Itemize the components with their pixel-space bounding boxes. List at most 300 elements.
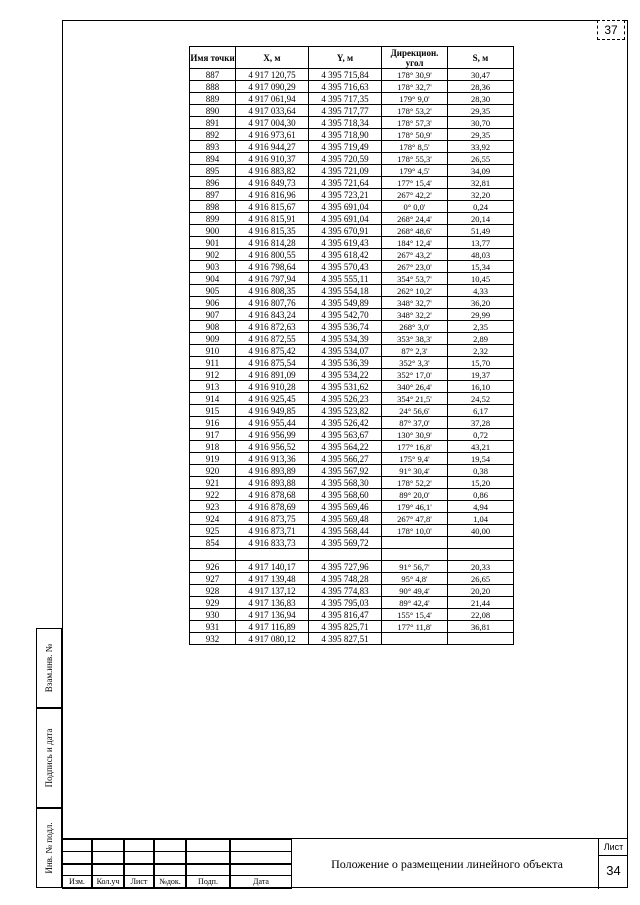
cell-distance: 19,54 xyxy=(448,453,514,465)
table-row xyxy=(190,537,514,549)
cell-distance: 24,52 xyxy=(448,393,514,405)
cell-x: 4 917 137,12 xyxy=(236,585,309,597)
cell-distance xyxy=(448,633,514,645)
cell-angle: 24° 56,6' xyxy=(382,405,448,417)
cell-y: 4 395 727,96 xyxy=(309,561,382,573)
cell-x: 4 916 878,68 xyxy=(236,489,309,501)
cell-distance: 2,32 xyxy=(448,345,514,357)
cell-y: 4 395 523,82 xyxy=(309,405,382,417)
cell-angle: 352° 3,3' xyxy=(382,357,448,369)
cell-y: 4 395 549,89 xyxy=(309,297,382,309)
cell-y: 4 395 536,39 xyxy=(309,357,382,369)
cell-point: 927 xyxy=(190,573,236,585)
cell-point: 919 xyxy=(190,453,236,465)
cell-x: 4 917 140,17 xyxy=(236,561,309,573)
cell-point: 908 xyxy=(190,321,236,333)
cell-point: 930 xyxy=(190,609,236,621)
cell-y: 4 395 723,21 xyxy=(309,189,382,201)
table-row xyxy=(190,189,514,201)
cell-y: 4 395 720,59 xyxy=(309,153,382,165)
cell-point: 887 xyxy=(190,69,236,81)
cell-y: 4 395 619,43 xyxy=(309,237,382,249)
cell-distance: 15,20 xyxy=(448,477,514,489)
cell-x: 4 916 956,99 xyxy=(236,429,309,441)
table-row xyxy=(190,465,514,477)
cell-angle: 178° 53,2' xyxy=(382,105,448,117)
cell-angle: 348° 32,2' xyxy=(382,309,448,321)
cell-angle: 184° 12,4' xyxy=(382,237,448,249)
cell-x: 4 916 833,73 xyxy=(236,537,309,549)
cell-distance: 19,37 xyxy=(448,369,514,381)
header-distance: S, м xyxy=(448,47,514,69)
tb-col-list: Лист xyxy=(130,877,148,886)
table-row xyxy=(190,225,514,237)
cell-angle: 130° 30,9' xyxy=(382,429,448,441)
table-row xyxy=(190,153,514,165)
cell-distance: 2,89 xyxy=(448,333,514,345)
tb-col-data: Дата xyxy=(253,877,269,886)
cell-point: 905 xyxy=(190,285,236,297)
cell-x: 4 916 944,27 xyxy=(236,141,309,153)
cell-y: 4 395 555,11 xyxy=(309,273,382,285)
cell-angle: 268° 48,6' xyxy=(382,225,448,237)
side-label-replace-inv: Взам.инв. № xyxy=(44,643,54,693)
cell-angle: 179° 46,1' xyxy=(382,501,448,513)
cell-x: 4 916 913,36 xyxy=(236,453,309,465)
cell-angle: 178° 8,5' xyxy=(382,141,448,153)
side-label-inv-no: Инв. № подл. xyxy=(44,822,54,874)
table-row xyxy=(190,321,514,333)
cell-y: 4 395 715,84 xyxy=(309,69,382,81)
cell-x: 4 917 136,83 xyxy=(236,597,309,609)
cell-angle: 175° 9,4' xyxy=(382,453,448,465)
cell-point: 895 xyxy=(190,165,236,177)
table-row xyxy=(190,621,514,633)
cell-distance: 10,45 xyxy=(448,273,514,285)
cell-point: 932 xyxy=(190,633,236,645)
table-row xyxy=(190,273,514,285)
cell-x: 4 916 849,73 xyxy=(236,177,309,189)
cell-point: 901 xyxy=(190,237,236,249)
cell-distance: 4,33 xyxy=(448,285,514,297)
cell-distance: 48,03 xyxy=(448,249,514,261)
cell-point: 910 xyxy=(190,345,236,357)
cell-x: 4 916 875,42 xyxy=(236,345,309,357)
cell-x: 4 916 843,24 xyxy=(236,309,309,321)
cell-distance: 26,65 xyxy=(448,573,514,585)
cell-distance: 28,36 xyxy=(448,81,514,93)
cell-y: 4 395 670,91 xyxy=(309,225,382,237)
cell-y: 4 395 816,47 xyxy=(309,609,382,621)
cell-x: 4 916 798,64 xyxy=(236,261,309,273)
header-direction-angle: Дирекцион. угол xyxy=(382,47,448,69)
table-row xyxy=(190,609,514,621)
cell-point: 899 xyxy=(190,213,236,225)
cell-angle xyxy=(382,537,448,549)
cell-distance xyxy=(448,537,514,549)
table-row xyxy=(190,309,514,321)
table-row xyxy=(190,357,514,369)
cell-point: 897 xyxy=(190,189,236,201)
cell-point: 906 xyxy=(190,297,236,309)
cell-distance: 28,30 xyxy=(448,93,514,105)
cell-y: 4 395 717,77 xyxy=(309,105,382,117)
cell-angle: 267° 47,8' xyxy=(382,513,448,525)
table-row xyxy=(190,369,514,381)
cell-x: 4 917 004,30 xyxy=(236,117,309,129)
table-row xyxy=(190,201,514,213)
cell-point: 924 xyxy=(190,513,236,525)
table-row xyxy=(190,513,514,525)
cell-distance: 0,72 xyxy=(448,429,514,441)
cell-y: 4 395 717,35 xyxy=(309,93,382,105)
cell-point: 909 xyxy=(190,333,236,345)
cell-distance: 6,17 xyxy=(448,405,514,417)
cell-distance: 34,09 xyxy=(448,165,514,177)
table-row xyxy=(190,453,514,465)
side-stamp xyxy=(36,628,62,888)
cell-point: 928 xyxy=(190,585,236,597)
cell-point: 914 xyxy=(190,393,236,405)
cell-x: 4 916 973,61 xyxy=(236,129,309,141)
cell-angle: 178° 55,3' xyxy=(382,153,448,165)
cell-angle: 340° 26,4' xyxy=(382,381,448,393)
tb-col-ndok: №док. xyxy=(159,877,181,886)
cell-point: 893 xyxy=(190,141,236,153)
cell-angle xyxy=(382,549,448,561)
cell-angle: 354° 53,7' xyxy=(382,273,448,285)
cell-y: 4 395 774,83 xyxy=(309,585,382,597)
cell-x: 4 917 033,64 xyxy=(236,105,309,117)
cell-y: 4 395 570,43 xyxy=(309,261,382,273)
cell-y: 4 395 563,67 xyxy=(309,429,382,441)
cell-point: 925 xyxy=(190,525,236,537)
cell-x: 4 916 873,75 xyxy=(236,513,309,525)
cell-point: 890 xyxy=(190,105,236,117)
cell-angle: 178° 32,7' xyxy=(382,81,448,93)
cell-angle: 178° 30,9' xyxy=(382,69,448,81)
cell-angle: 178° 52,2' xyxy=(382,477,448,489)
table-row xyxy=(190,333,514,345)
cell-angle: 262° 10,2' xyxy=(382,285,448,297)
document-title: Положение о размещении линейного объекта xyxy=(331,857,563,871)
cell-x: 4 917 136,94 xyxy=(236,609,309,621)
cell-distance: 4,94 xyxy=(448,501,514,513)
cell-y: 4 395 691,04 xyxy=(309,201,382,213)
cell-angle: 177° 15,4' xyxy=(382,177,448,189)
cell-x: 4 916 878,69 xyxy=(236,501,309,513)
cell-y: 4 395 534,22 xyxy=(309,369,382,381)
cell-angle: 352° 17,0' xyxy=(382,369,448,381)
cell-distance xyxy=(448,549,514,561)
cell-x: 4 916 815,67 xyxy=(236,201,309,213)
cell-y: 4 395 554,18 xyxy=(309,285,382,297)
cell-distance: 2,35 xyxy=(448,321,514,333)
cell-angle: 267° 43,2' xyxy=(382,249,448,261)
cell-x: 4 916 910,28 xyxy=(236,381,309,393)
cell-point: 921 xyxy=(190,477,236,489)
cell-angle: 354° 21,5' xyxy=(382,393,448,405)
side-cell-inv xyxy=(36,808,62,888)
cell-x xyxy=(236,549,309,561)
cell-point xyxy=(190,549,236,561)
cell-x: 4 916 891,09 xyxy=(236,369,309,381)
tb-col-podp: Подп. xyxy=(198,877,218,886)
cell-distance: 1,04 xyxy=(448,513,514,525)
cell-angle: 268° 24,4' xyxy=(382,213,448,225)
cell-point: 902 xyxy=(190,249,236,261)
cell-point: 854 xyxy=(190,537,236,549)
table-row xyxy=(190,561,514,573)
table-row xyxy=(190,585,514,597)
cell-y: 4 395 569,46 xyxy=(309,501,382,513)
table-row xyxy=(190,501,514,513)
cell-angle: 91° 30,4' xyxy=(382,465,448,477)
cell-angle: 87° 2,3' xyxy=(382,345,448,357)
cell-y: 4 395 569,48 xyxy=(309,513,382,525)
cell-angle: 0° 0,0' xyxy=(382,201,448,213)
table-row xyxy=(190,129,514,141)
cell-y: 4 395 534,39 xyxy=(309,333,382,345)
table-row xyxy=(190,441,514,453)
cell-point: 888 xyxy=(190,81,236,93)
cell-angle: 178° 10,0' xyxy=(382,525,448,537)
cell-distance: 20,14 xyxy=(448,213,514,225)
cell-point: 903 xyxy=(190,261,236,273)
cell-point: 926 xyxy=(190,561,236,573)
table-row xyxy=(190,213,514,225)
cell-y: 4 395 795,03 xyxy=(309,597,382,609)
cell-y: 4 395 536,74 xyxy=(309,321,382,333)
cell-point: 912 xyxy=(190,369,236,381)
cell-point: 929 xyxy=(190,597,236,609)
table-row xyxy=(190,633,514,645)
table-row xyxy=(190,345,514,357)
header-x: X, м xyxy=(236,47,309,69)
cell-x: 4 917 080,12 xyxy=(236,633,309,645)
cell-angle: 89° 42,4' xyxy=(382,597,448,609)
cell-distance: 37,28 xyxy=(448,417,514,429)
cell-x: 4 916 893,88 xyxy=(236,477,309,489)
cell-y: 4 395 618,42 xyxy=(309,249,382,261)
side-label-signature-date: Подпись и дата xyxy=(44,728,54,788)
cell-point: 891 xyxy=(190,117,236,129)
header-y: Y, м xyxy=(309,47,382,69)
cell-angle: 91° 56,7' xyxy=(382,561,448,573)
cell-x: 4 916 872,63 xyxy=(236,321,309,333)
cell-distance: 32,20 xyxy=(448,189,514,201)
table-row xyxy=(190,525,514,537)
cell-point: 931 xyxy=(190,621,236,633)
cell-distance: 13,77 xyxy=(448,237,514,249)
cell-distance: 20,20 xyxy=(448,585,514,597)
cell-y: 4 395 566,27 xyxy=(309,453,382,465)
cell-y: 4 395 716,63 xyxy=(309,81,382,93)
table-row xyxy=(190,117,514,129)
table-row xyxy=(190,69,514,81)
cell-x: 4 916 925,45 xyxy=(236,393,309,405)
cell-distance: 29,99 xyxy=(448,309,514,321)
cell-y: 4 395 568,44 xyxy=(309,525,382,537)
cell-distance: 22,08 xyxy=(448,609,514,621)
cell-distance: 36,20 xyxy=(448,297,514,309)
header-point-name: Имя точки xyxy=(190,47,236,69)
cell-point: 923 xyxy=(190,501,236,513)
table-header-row xyxy=(190,47,514,69)
cell-point: 907 xyxy=(190,309,236,321)
cell-x: 4 916 955,44 xyxy=(236,417,309,429)
tb-col-koluch: Кол.уч xyxy=(96,877,120,886)
cell-angle: 95° 4,8' xyxy=(382,573,448,585)
cell-distance: 33,92 xyxy=(448,141,514,153)
cell-x: 4 916 893,89 xyxy=(236,465,309,477)
table-row xyxy=(190,81,514,93)
cell-distance: 0,86 xyxy=(448,489,514,501)
table-row xyxy=(190,597,514,609)
sheet-label: Лист xyxy=(599,839,628,856)
cell-x: 4 916 816,96 xyxy=(236,189,309,201)
cell-point: 917 xyxy=(190,429,236,441)
cell-x: 4 916 956,52 xyxy=(236,441,309,453)
cell-x: 4 917 120,75 xyxy=(236,69,309,81)
cell-distance: 0,38 xyxy=(448,465,514,477)
cell-point: 916 xyxy=(190,417,236,429)
cell-point: 918 xyxy=(190,441,236,453)
cell-point: 900 xyxy=(190,225,236,237)
table-row xyxy=(190,381,514,393)
table-row xyxy=(190,261,514,273)
cell-y xyxy=(309,549,382,561)
cell-distance: 21,44 xyxy=(448,597,514,609)
cell-y: 4 395 526,23 xyxy=(309,393,382,405)
cell-point: 920 xyxy=(190,465,236,477)
tb-col-izm: Изм. xyxy=(69,877,85,886)
cell-x: 4 916 872,55 xyxy=(236,333,309,345)
cell-y: 4 395 825,71 xyxy=(309,621,382,633)
cell-y: 4 395 719,49 xyxy=(309,141,382,153)
table-row xyxy=(190,237,514,249)
cell-distance: 36,81 xyxy=(448,621,514,633)
cell-angle: 179° 4,5' xyxy=(382,165,448,177)
cell-distance: 51,49 xyxy=(448,225,514,237)
cell-x: 4 917 139,48 xyxy=(236,573,309,585)
cell-angle: 353° 38,3' xyxy=(382,333,448,345)
cell-y: 4 395 691,04 xyxy=(309,213,382,225)
cell-x: 4 916 883,82 xyxy=(236,165,309,177)
side-cell-replace xyxy=(36,628,62,708)
cell-y: 4 395 568,30 xyxy=(309,477,382,489)
cell-y: 4 395 542,70 xyxy=(309,309,382,321)
cell-y: 4 395 568,60 xyxy=(309,489,382,501)
cell-x: 4 916 873,71 xyxy=(236,525,309,537)
cell-distance: 26,55 xyxy=(448,153,514,165)
table-row xyxy=(190,477,514,489)
coordinates-table xyxy=(189,46,514,645)
table-row xyxy=(190,165,514,177)
cell-distance: 15,70 xyxy=(448,357,514,369)
cell-angle: 177° 16,8' xyxy=(382,441,448,453)
cell-y: 4 395 526,42 xyxy=(309,417,382,429)
cell-distance: 29,35 xyxy=(448,129,514,141)
table-row xyxy=(190,549,514,561)
cell-angle: 268° 3,0' xyxy=(382,321,448,333)
table-row xyxy=(190,573,514,585)
cell-y: 4 395 534,07 xyxy=(309,345,382,357)
table-row xyxy=(190,105,514,117)
cell-point: 892 xyxy=(190,129,236,141)
cell-y: 4 395 718,90 xyxy=(309,129,382,141)
cell-y: 4 395 567,92 xyxy=(309,465,382,477)
sheet-number: 34 xyxy=(606,863,621,878)
cell-angle: 179° 9,0' xyxy=(382,93,448,105)
cell-y: 4 395 748,28 xyxy=(309,573,382,585)
cell-y: 4 395 718,34 xyxy=(309,117,382,129)
table-row xyxy=(190,417,514,429)
table-row xyxy=(190,93,514,105)
cell-angle: 178° 50,9' xyxy=(382,129,448,141)
cell-distance: 43,21 xyxy=(448,441,514,453)
cell-point: 896 xyxy=(190,177,236,189)
cell-distance: 20,33 xyxy=(448,561,514,573)
cell-point: 913 xyxy=(190,381,236,393)
cell-point: 898 xyxy=(190,201,236,213)
cell-x: 4 916 815,91 xyxy=(236,213,309,225)
cell-x: 4 916 800,55 xyxy=(236,249,309,261)
cell-point: 894 xyxy=(190,153,236,165)
side-cell-signature xyxy=(36,708,62,808)
cell-x: 4 916 807,76 xyxy=(236,297,309,309)
cell-y: 4 395 564,22 xyxy=(309,441,382,453)
table-row xyxy=(190,405,514,417)
cell-x: 4 916 797,94 xyxy=(236,273,309,285)
cell-angle xyxy=(382,633,448,645)
cell-x: 4 916 815,35 xyxy=(236,225,309,237)
cell-x: 4 916 910,37 xyxy=(236,153,309,165)
cell-angle: 89° 20,0' xyxy=(382,489,448,501)
table-row xyxy=(190,285,514,297)
cell-point: 915 xyxy=(190,405,236,417)
cell-y: 4 395 531,62 xyxy=(309,381,382,393)
cell-x: 4 916 949,85 xyxy=(236,405,309,417)
cell-x: 4 916 814,28 xyxy=(236,237,309,249)
cell-y: 4 395 827,51 xyxy=(309,633,382,645)
cell-angle: 90° 49,4' xyxy=(382,585,448,597)
title-block xyxy=(62,838,628,889)
cell-distance: 32,81 xyxy=(448,177,514,189)
cell-point: 889 xyxy=(190,93,236,105)
table-row xyxy=(190,141,514,153)
cell-distance: 16,10 xyxy=(448,381,514,393)
cell-angle: 267° 42,2' xyxy=(382,189,448,201)
cell-point: 911 xyxy=(190,357,236,369)
top-page-number: 37 xyxy=(597,20,625,40)
cell-distance: 15,34 xyxy=(448,261,514,273)
table-row xyxy=(190,297,514,309)
cell-y: 4 395 721,09 xyxy=(309,165,382,177)
table-row xyxy=(190,177,514,189)
cell-y: 4 395 569,72 xyxy=(309,537,382,549)
cell-angle: 178° 57,3' xyxy=(382,117,448,129)
cell-angle: 155° 15,4' xyxy=(382,609,448,621)
table-row xyxy=(190,489,514,501)
cell-x: 4 916 875,54 xyxy=(236,357,309,369)
cell-x: 4 917 090,29 xyxy=(236,81,309,93)
table-row xyxy=(190,393,514,405)
cell-distance: 30,47 xyxy=(448,69,514,81)
cell-angle: 267° 23,0' xyxy=(382,261,448,273)
cell-distance: 40,00 xyxy=(448,525,514,537)
cell-x: 4 917 116,89 xyxy=(236,621,309,633)
